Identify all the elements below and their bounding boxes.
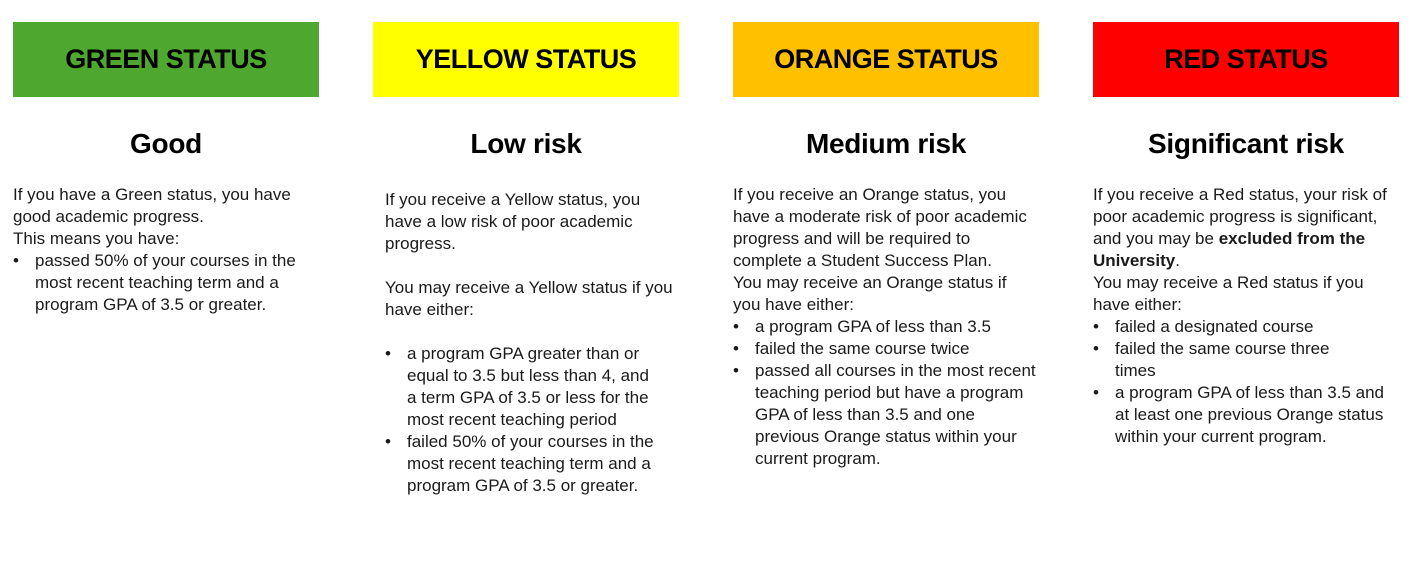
red-status-label: RED STATUS [1164,44,1328,74]
list-item: • failed the same course twice [733,338,1037,360]
red-status-banner [1093,22,1399,97]
list-item: • a program GPA of less than 3.5 [733,316,1037,338]
green-risk-heading: Good [130,128,202,159]
red-description [1093,184,1397,448]
orange-intro-2: You may receive an Orange status if you have either: [733,273,1007,314]
green-criteria-list [13,250,317,316]
list-item: • failed the same course three times [1093,338,1365,382]
green-description [13,184,317,316]
yellow-criteria-list [385,343,675,497]
red-intro-text: If you receive a Red status, your risk of poor academic progress is significant, and you may be [1093,185,1387,248]
yellow-status-label: YELLOW STATUS [415,44,637,74]
green-status-label: GREEN STATUS [65,44,267,74]
green-intro: If you have a Green status, you have good academic progress. [13,185,291,226]
red-risk-heading: Significant risk [1148,128,1344,159]
yellow-intro: If you receive a Yellow status, you have a low risk of poor academic progress. [385,190,641,253]
orange-status-label: ORANGE STATUS [774,44,998,74]
green-status-banner [13,22,319,97]
red-intro [1093,184,1393,272]
orange-intro: If you receive an Orange status, you have a moderate risk of poor academic progress and will be required to complete a Student Success Plan. [733,185,1027,270]
yellow-intro-2: You may receive a Yellow status if you have either: [385,278,673,319]
orange-status-column [733,0,1039,564]
orange-risk-heading: Medium risk [805,128,967,159]
yellow-risk-heading: Low risk [470,128,582,159]
yellow-description [385,189,675,497]
red-exclusion-text: excluded from the University [1093,229,1366,270]
yellow-status-column [373,0,679,564]
list-item: • passed 50% of your courses in the most recent teaching term and a program GPA of 3.5 or greater. [13,250,297,316]
red-criteria-list [1093,316,1397,448]
list-item: • a program GPA of less than 3.5 and at least one previous Orange status within your current program. [1093,382,1395,448]
red-intro-end: . [1175,251,1180,270]
orange-description [733,184,1037,470]
orange-status-banner [733,22,1039,97]
list-item: • failed 50% of your courses in the most recent teaching term and a program GPA of 3.5 or greater. [385,431,657,497]
list-item: • failed a designated course [1093,316,1397,338]
red-status-column [1093,0,1399,564]
yellow-status-banner [373,22,679,97]
red-intro-2: You may receive a Red status if you have either: [1093,273,1364,314]
list-item: • passed all courses in the most recent teaching period but have a program GPA of less than 3.5 and one previous Orange status within your current program. [733,360,1037,470]
green-intro-2: This means you have: [13,229,180,248]
green-status-column [13,0,319,564]
list-item: • a program GPA greater than or equal to 3.5 but less than 4, and a term GPA of 3.5 or less for the most recent teaching period [385,343,657,431]
orange-criteria-list [733,316,1037,470]
